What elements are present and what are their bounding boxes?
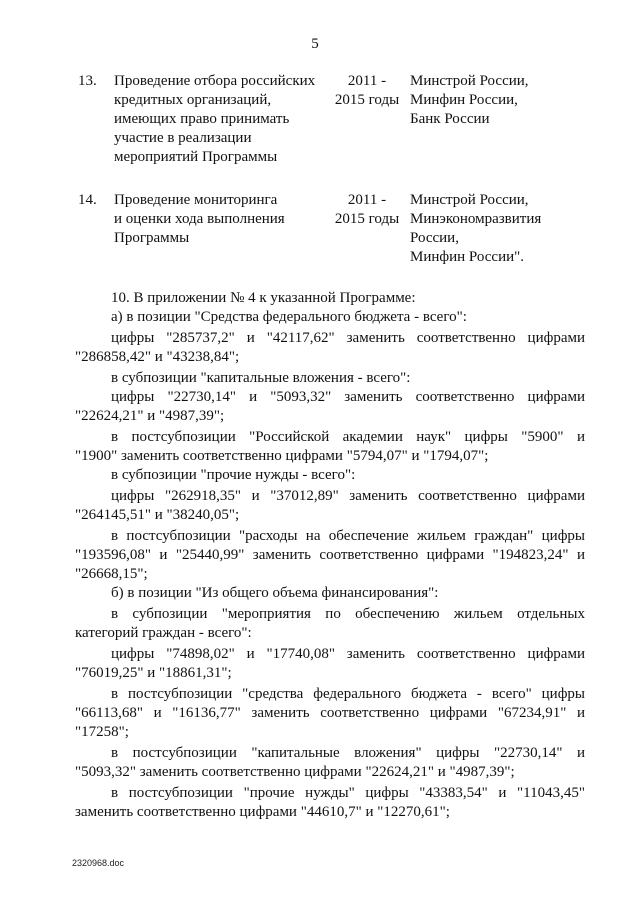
description-line: имеющих право принимать (114, 111, 290, 127)
row-number: 14. (78, 192, 97, 208)
text-line: б) в позиции "Из общего объема финансирования": (111, 585, 439, 601)
text-line: "22624,21" и "4987,39"; (75, 408, 225, 424)
period-line: 2015 годы (334, 211, 400, 227)
responsible-line: Минстрой России, (410, 192, 529, 208)
description-line: участие в реализации (114, 130, 252, 146)
row-description (114, 191, 324, 248)
text-line: в постсубпозиции "Российской академии наук" цифры "5900" и (111, 429, 585, 445)
period-line: 2015 годы (334, 92, 400, 108)
text-line: в постсубпозиции "расходы на обеспечение жильем граждан" цифры (111, 528, 585, 544)
text-line: цифры "74898,02" и "17740,08" заменить соответственно цифрами (111, 646, 585, 662)
responsible-line: Минстрой России, (410, 73, 529, 89)
paragraph-heading: 10. В приложении № 4 к указанной Программе: (111, 290, 416, 306)
description-line: мероприятий Программы (114, 149, 278, 165)
text-line: "5093,32" заменить соответственно цифрами "22624,21" и "4987,39"; (75, 764, 515, 780)
description-line: Проведение мониторинга (114, 192, 278, 208)
text-line: цифры "285737,2" и "42117,62" заменить соответственно цифрами (111, 330, 585, 346)
responsible-line: Минфин России, (410, 92, 518, 108)
text-line: в постсубпозиции "прочие нужды" цифры "43383,54" и "11043,45" (111, 785, 585, 801)
text-line: в субпозиции "прочие нужды - всего": (111, 467, 356, 483)
description-line: Проведение отбора российских (114, 73, 316, 89)
responsible-line: России, (410, 230, 459, 246)
page-number: 5 (311, 36, 319, 52)
text-line: "264145,51" и "38240,05"; (75, 507, 240, 523)
row-responsible (410, 191, 610, 267)
text-line: категорий граждан - всего": (75, 625, 252, 641)
text-line: в субпозиции "мероприятия по обеспечению жильем отдельных (111, 606, 585, 622)
row-number: 13. (78, 73, 97, 89)
row-period (330, 191, 404, 229)
text-line: в постсубпозиции "капитальные вложения" цифры "22730,14" и (111, 745, 585, 761)
text-line: "26668,15"; (75, 566, 148, 582)
description-line: Программы (114, 230, 190, 246)
text-line: "193596,08" и "25440,99" заменить соответственно цифрами "194823,24" и (75, 547, 585, 563)
row-responsible (410, 72, 610, 129)
text-line: в субпозиции "капитальные вложения - всего": (111, 370, 411, 386)
period-line: 2011 - (347, 73, 387, 89)
description-line: и оценки хода выполнения (114, 211, 285, 227)
row-description (114, 72, 324, 167)
text-line: "1900" заменить соответственно цифрами "5794,07" и "1794,07"; (75, 448, 489, 464)
row-period (330, 72, 404, 110)
text-line: цифры "22730,14" и "5093,32" заменить соответственно цифрами (111, 389, 585, 405)
description-line: кредитных организаций, (114, 92, 272, 108)
text-line: цифры "262918,35" и "37012,89" заменить соответственно цифрами (111, 488, 585, 504)
text-line: "286858,42" и "43238,84"; (75, 349, 240, 365)
period-line: 2011 - (347, 192, 387, 208)
text-line: в постсубпозиции "средства федерального бюджета - всего" цифры (111, 686, 585, 702)
text-line: "76019,25" и "18861,31"; (75, 665, 232, 681)
text-line: "17258"; (75, 724, 129, 740)
responsible-line: Банк России (410, 111, 490, 127)
text-line: заменить соответственно цифрами "44610,7" и "12270,61"; (75, 804, 450, 820)
text-line: "66113,68" и "16136,77" заменить соответственно цифрами "67234,91" и (75, 705, 585, 721)
responsible-line: Минфин России". (410, 249, 525, 265)
text-line: а) в позиции "Средства федерального бюджета - всего": (111, 309, 467, 325)
document-footer: 2320968.doc (72, 858, 125, 868)
responsible-line: Минэкономразвития (410, 211, 542, 227)
